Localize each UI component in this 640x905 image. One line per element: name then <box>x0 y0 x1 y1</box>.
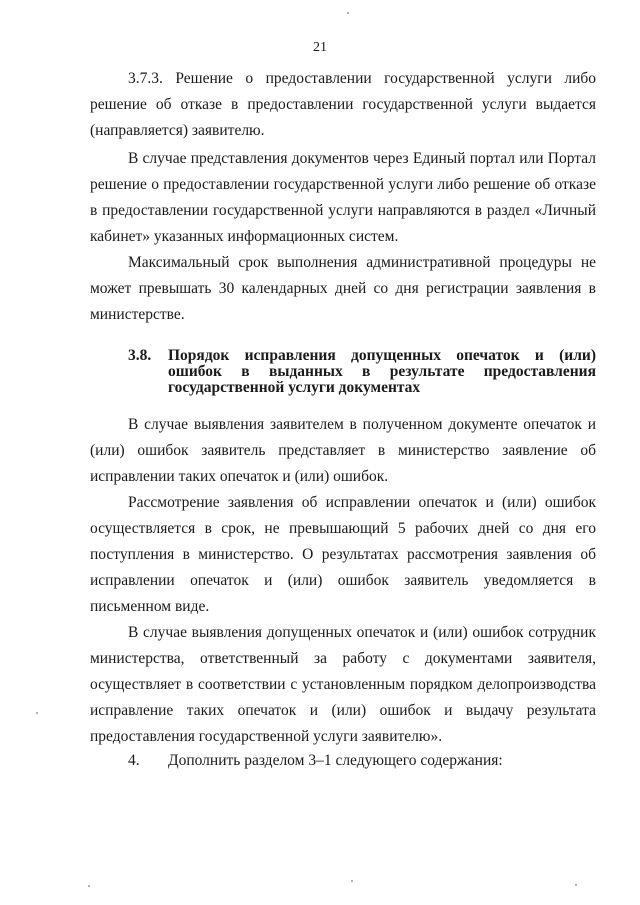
section-heading-3-8 <box>128 348 596 396</box>
scan-speck <box>88 885 90 887</box>
paragraph-portal-text: В случае представления документов через Единый портал или Портал решение о предоставлении государственной услуги либо решение об отказе в предоставлении государственной услуги направляются в раздел «Личный кабинет» указанных информационных систем. <box>90 150 596 245</box>
list-item-4 <box>128 748 596 774</box>
paragraph-errors-found-text: В случае выявления заявителем в полученном документе опечаток и (или) ошибок заявитель представляет в министерство заявление об исправлении таких опечаток и (или) ошибок. <box>90 416 596 485</box>
scan-speck <box>347 12 349 14</box>
item-number: 4. <box>128 752 140 769</box>
scan-speck <box>575 884 577 886</box>
section-number: 3.8. <box>128 347 152 364</box>
paragraph-errors-found <box>90 412 596 490</box>
paragraph-review-term-text: Рассмотрение заявления об исправлении опечаток и (или) ошибок осуществляется в срок, не превышающий 5 рабочих дней со дня его поступления в министерство. О результатах рассмотрения заявления об исправлении опечаток и (или) ошибок заявитель уведомляется в письменном виде. <box>90 494 596 615</box>
scan-speck <box>36 712 38 714</box>
paragraph-correction-text: В случае выявления допущенных опечаток и (или) ошибок сотрудник министерства, ответственный за работу с документами заявителя, осуществляет в соответствии с установленным порядком делопроизводства исправление таких опечаток и (или) ошибок и выдачу результата предоставления государственной услуги заявителю». <box>90 624 596 745</box>
paragraph-3-7-3 <box>90 66 596 144</box>
scan-speck <box>351 880 353 882</box>
item-text: Дополнить разделом 3–1 следующего содержания: <box>168 752 503 769</box>
paragraph-correction <box>90 620 596 750</box>
section-title: Порядок исправления допущенных опечаток и (или) ошибок в выданных в результате предоставления государственной услуги документах <box>168 347 596 396</box>
paragraph-max-term-text: Максимальный срок выполнения административной процедуры не может превышать 30 календарных дней со дня регистрации заявления в министерстве. <box>90 254 596 323</box>
paragraph-decision-issued: 3.7.3. Решение о предоставлении государственной услуги либо решение об отказе в предоставлении государственной услуги выдается (направляется) заявителю. <box>90 70 596 139</box>
paragraph-portal <box>90 146 596 250</box>
paragraph-review-term <box>90 490 596 620</box>
paragraph-max-term <box>90 250 596 328</box>
page-number: 21 <box>313 40 327 55</box>
